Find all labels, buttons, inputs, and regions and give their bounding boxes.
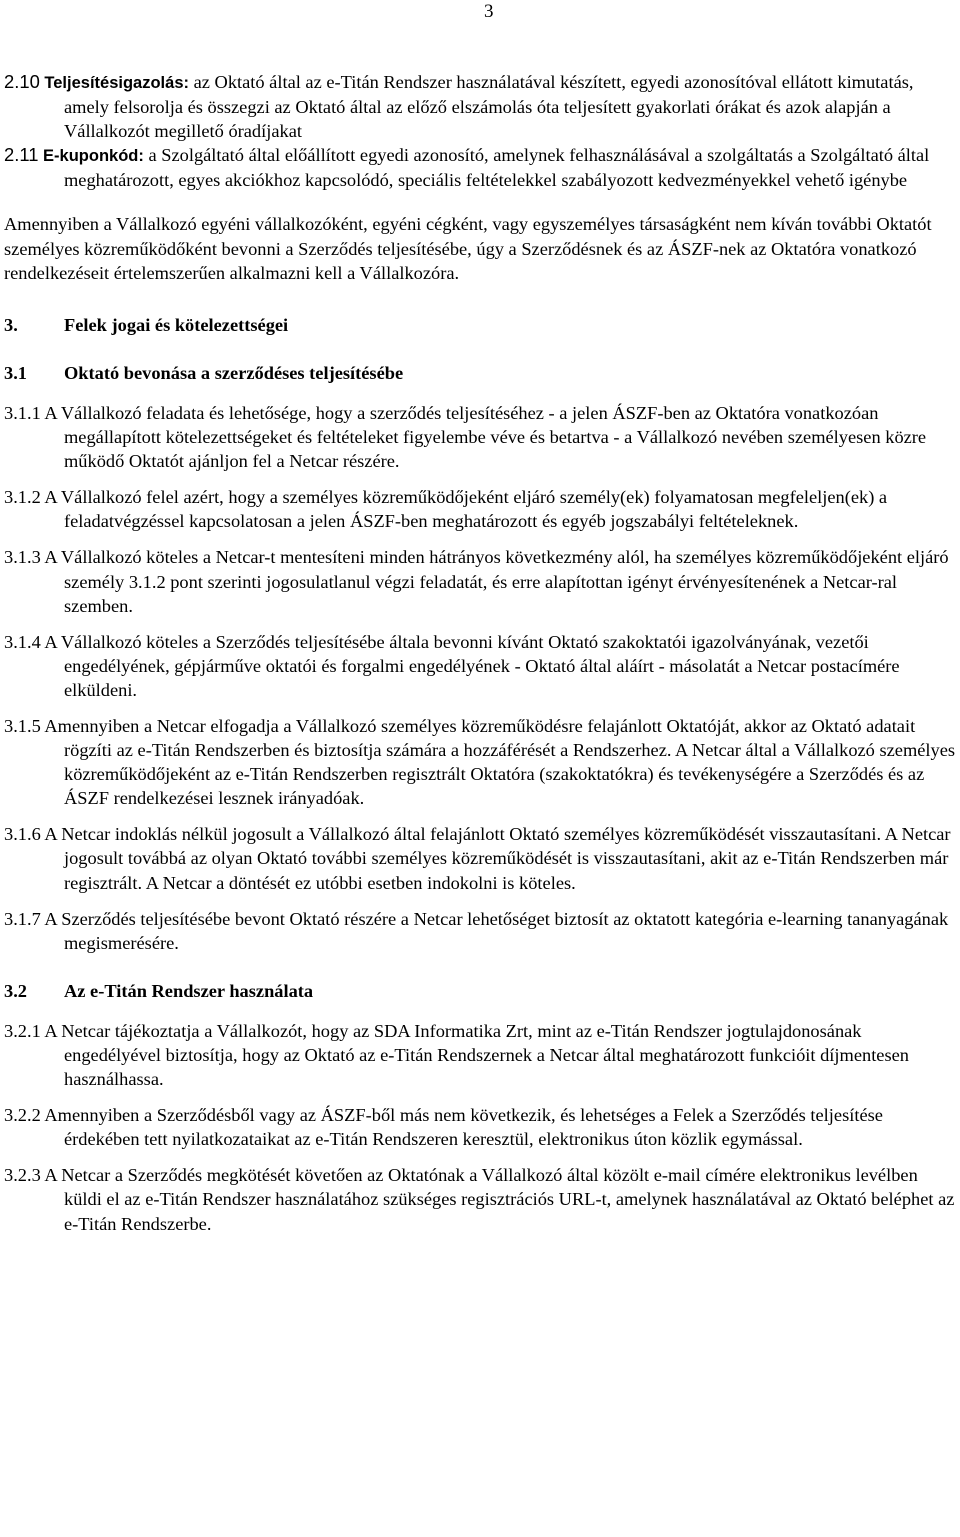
definition-term: Teljesítésigazolás: [44, 74, 189, 92]
clause-text: A Vállalkozó köteles a Netcar-t mentesíteni minden hátrányos következmény alól, ha személyes közreműködőjeként eljáró személy 3.1.2 pont szerinti jogosulatlanul végzi feladatát, és erre alapítottan igényt érvényesítenének a Netcar-ral szemben. [44, 547, 949, 616]
section-number: 3.2 [4, 980, 27, 1001]
definition-2-11 [4, 143, 956, 192]
clause-3-1-4 [4, 630, 956, 702]
clause-text: Amennyiben a Netcar elfogadja a Vállalkozó személyes közreműködésre felajánlott Oktatóját, akkor az Oktató adatait rögzíti az e-Titán Rendszerben és biztosítja számára a hozzáférését a Rendszerhez. A Netcar által a Vállalkozó személyes közreműködőjeként az e-Titán Rendszerben regisztrált Oktatóra (szakoktatókra) és tevékenységére a Szerződés és az ÁSZF rendelkezései lesznek irányadóak. [44, 715, 956, 809]
clause-3-1-6 [4, 822, 956, 894]
section-heading-3 [4, 313, 956, 337]
clause-number: 3.1.5 [4, 715, 41, 736]
clause-3-1-7 [4, 907, 956, 955]
definition-2-10 [4, 70, 956, 143]
clause-text: A Netcar indoklás nélkül jogosult a Vállalkozó által felajánlott Oktató személyes közreműködését visszautasítani. A Netcar jogosult továbbá az olyan Oktató további személyes közreműködését is visszautasítani, akit az e-Titán Rendszerben már regisztrált. A Netcar a döntését ez utóbbi esetben indokolni is köteles. [44, 824, 951, 893]
clause-text: A Netcar tájékoztatja a Vállalkozót, hogy az SDA Informatika Zrt, mint az e-Titán Rendszer jogtulajdonosának engedélyével biztosítja, hogy az Oktató az e-Titán Rendszernek a Netcar által meghatározott funkcióit díjmentesen használhassa. [44, 1020, 909, 1090]
clause-text: A Vállalkozó felel azért, hogy a személyes közreműködőjeként eljáró személy(ek) folyamatosan megfeleljen(ek) a feladatvégzéssel kapcsolatosan a jelen ÁSZF-ben meghatározott és egyéb jogszabályi feltételeknek. [44, 487, 888, 532]
clause-3-2-3 [4, 1163, 956, 1235]
section-number: 3.1 [4, 362, 27, 383]
clause-number: 3.1.6 [4, 824, 41, 845]
definition-number: 2.10 [4, 71, 40, 92]
definition-number: 2.11 [4, 144, 39, 166]
clause-3-1-5 [4, 714, 956, 810]
page-number: 3 [484, 1, 494, 22]
clause-text: Amennyiben a Szerződésből vagy az ÁSZF-ből más nem következik, és lehetséges a Felek a Szerződés teljesítése érdekében tett nyilatkozataikat az e-Titán Rendszeren keresztül, elektronikus úton közlik egymással. [44, 1105, 883, 1150]
clause-text: A Szerződés teljesítésébe bevont Oktató részére a Netcar lehetőséget biztosít az oktatott kategória e-learning tananyagának megismerésére. [44, 908, 949, 953]
section-title: Oktató bevonása a szerződéses teljesítésébe [64, 362, 404, 383]
clause-number: 3.1.4 [4, 631, 41, 652]
clause-number: 3.2.3 [4, 1165, 41, 1186]
section-number: 3. [4, 314, 18, 335]
clause-3-1-3 [4, 545, 956, 617]
clause-number: 3.1.1 [4, 402, 41, 423]
clause-number: 3.2.1 [4, 1020, 41, 1041]
clause-3-2-1 [4, 1019, 956, 1091]
section-title: Az e-Titán Rendszer használata [64, 980, 314, 1001]
definition-text: az Oktató által az e-Titán Rendszer használatával készített, egyedi azonosítóval ellátott kimutatás, amely felsorolja és összegzi az Oktató által az előző elszámolás óta teljesített gyakorlati órákat és azok alapján a Vállalkozót megillető óradíjakat [64, 72, 914, 142]
section-title: Felek jogai és kötelezettségei [64, 314, 289, 335]
section-heading-3-1 [4, 361, 956, 385]
clause-text: A Netcar a Szerződés megkötését követően az Oktatónak a Vállalkozó által közölt e-mail címére elektronikus levélben küldi el az e-Titán Rendszer használatához szükséges regisztrációs URL-t, amelynek használatával az Oktató beléphet az e-Titán Rendszerbe. [44, 1165, 955, 1234]
clause-number: 3.1.7 [4, 908, 41, 929]
clause-3-1-1 [4, 401, 956, 473]
clause-number: 3.1.2 [4, 487, 41, 508]
clause-number: 3.1.3 [4, 547, 41, 568]
clause-text: A Vállalkozó feladata és lehetősége, hogy a szerződés teljesítéséhez - a jelen ÁSZF-ben az Oktatóra vonatkozóan megállapított kötelezettségeket és feltételeket figyelembe véve és betartva - a Vállalkozó nevében személyesen közre működő Oktatót ajánljon fel a Netcar részére. [44, 402, 927, 472]
clause-3-2-2 [4, 1103, 956, 1151]
clause-number: 3.2.2 [4, 1105, 41, 1126]
section-heading-3-2 [4, 979, 956, 1003]
document-body [4, 70, 956, 1236]
definition-text: a Szolgáltató által előállított egyedi azonosító, amelynek felhasználásával a szolgáltatás a Szolgáltató által meghatározott, egyes akciókhoz kapcsolódó, speciális feltételekkel szabályozott kedvezményekkel vehető igénybe [64, 145, 930, 191]
clause-3-1-2 [4, 485, 956, 533]
intro-paragraph: Amennyiben a Vállalkozó egyéni vállalkozóként, egyéni cégként, vagy egyszemélyes társaságként nem kíván további Oktatót személyes közreműködőként bevonni a Szerződés teljesítésébe, úgy a Szerződésnek és az ÁSZF-nek az Oktatóra vonatkozó rendelkezéseit értelemszerűen alkalmazni kell a Vállalkozóra. [4, 214, 932, 283]
clause-text: A Vállalkozó köteles a Szerződés teljesítésébe általa bevonni kívánt Oktató szakoktatói igazolványának, vezetői engedélyének, gépjárműve oktatói és forgalmi engedélyének - Oktató által aláírt - másolatát a Netcar postacímére elküldeni. [44, 631, 900, 700]
definition-term: E-kuponkód: [43, 147, 144, 166]
